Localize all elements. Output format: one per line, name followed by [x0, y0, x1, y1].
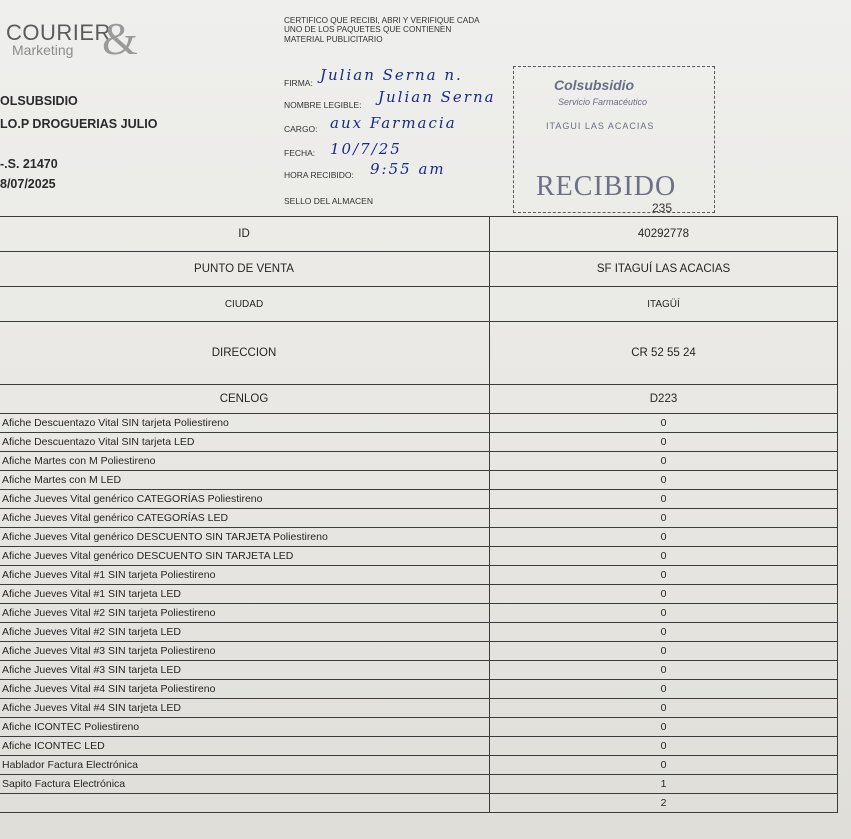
- item-name: Afiche Jueves Vital #1 SIN tarjeta Poliestireno: [0, 566, 490, 585]
- item-row: [0, 452, 838, 471]
- item-name: Hablador Factura Electrónica: [0, 756, 490, 775]
- fecha-label: FECHA:: [284, 148, 316, 158]
- item-quantity: 0: [490, 585, 838, 604]
- item-row: [0, 737, 838, 756]
- item-quantity: 0: [490, 547, 838, 566]
- item-row: [0, 794, 838, 813]
- item-quantity: 0: [490, 642, 838, 661]
- item-row: [0, 490, 838, 509]
- item-name: Afiche Jueves Vital #2 SIN tarjeta LED: [0, 623, 490, 642]
- item-name: Afiche Jueves Vital genérico DESCUENTO SIN TARJETA LED: [0, 547, 490, 566]
- item-row: [0, 699, 838, 718]
- sello-label: SELLO DEL ALMACEN: [284, 196, 373, 206]
- item-quantity: 0: [490, 414, 838, 433]
- courier-marketing-logo: [4, 13, 144, 68]
- item-name: [0, 794, 490, 813]
- item-name: Afiche Jueves Vital genérico CATEGORÍAS Poliestireno: [0, 490, 490, 509]
- row-id: [0, 217, 838, 252]
- item-row: [0, 528, 838, 547]
- item-row: [0, 680, 838, 699]
- branch-name: LO.P DROGUERIAS JULIO: [0, 117, 158, 131]
- item-name: Afiche Martes con M LED: [0, 471, 490, 490]
- hora-value: 9:55 am: [370, 160, 446, 178]
- shipment-number: -.S. 21470: [0, 157, 58, 171]
- nombre-value: Julian Serna: [378, 88, 496, 106]
- item-name: Afiche ICONTEC LED: [0, 737, 490, 756]
- fecha-value: 10/7/25: [330, 140, 402, 158]
- item-name: Afiche Jueves Vital #2 SIN tarjeta Poliestireno: [0, 604, 490, 623]
- direccion-value: CR 52 55 24: [490, 322, 838, 385]
- item-row: [0, 756, 838, 775]
- item-quantity: 0: [490, 452, 838, 471]
- item-quantity: 0: [490, 490, 838, 509]
- logo-marketing-text: Marketing: [12, 42, 74, 58]
- cenlog-label: CENLOG: [0, 385, 490, 414]
- item-name: Afiche Jueves Vital #3 SIN tarjeta LED: [0, 661, 490, 680]
- stamp-location: ITAGUI LAS ACACIAS: [546, 121, 655, 131]
- item-quantity: 1: [490, 775, 838, 794]
- item-quantity: 0: [490, 528, 838, 547]
- item-quantity: 0: [490, 756, 838, 775]
- item-row: [0, 433, 838, 452]
- item-quantity: 0: [490, 604, 838, 623]
- company-name: OLSUBSIDIO: [0, 94, 78, 108]
- direccion-label: DIRECCION: [0, 322, 490, 385]
- reception-stamp: [513, 66, 715, 213]
- item-name: Afiche Descuentazo Vital SIN tarjeta Poliestireno: [0, 414, 490, 433]
- item-quantity: 0: [490, 737, 838, 756]
- item-row: [0, 775, 838, 794]
- item-name: Afiche Jueves Vital #1 SIN tarjeta LED: [0, 585, 490, 604]
- item-name: Afiche Descuentazo Vital SIN tarjeta LED: [0, 433, 490, 452]
- item-quantity: 2: [490, 794, 838, 813]
- row-ciudad: [0, 287, 838, 322]
- item-name: Afiche ICONTEC Poliestireno: [0, 718, 490, 737]
- item-row: [0, 623, 838, 642]
- ciudad-value: ITAGÜÍ: [490, 287, 838, 322]
- item-quantity: 0: [490, 433, 838, 452]
- stamp-number: 235: [652, 201, 673, 215]
- document-date: 8/07/2025: [0, 177, 56, 191]
- item-row: [0, 718, 838, 737]
- nombre-label: NOMBRE LEGIBLE:: [284, 100, 362, 110]
- item-row: [0, 604, 838, 623]
- logo-courier-text: COURIER: [6, 20, 111, 45]
- item-name: Afiche Jueves Vital genérico DESCUENTO SIN TARJETA Poliestireno: [0, 528, 490, 547]
- row-direccion: [0, 322, 838, 385]
- item-quantity: 0: [490, 623, 838, 642]
- cargo-value: aux Farmacia: [330, 114, 457, 132]
- pv-value: SF ITAGUÍ LAS ACACIAS: [490, 252, 838, 287]
- item-quantity: 0: [490, 566, 838, 585]
- item-name: Afiche Jueves Vital #3 SIN tarjeta Poliestireno: [0, 642, 490, 661]
- ciudad-label: CIUDAD: [0, 287, 490, 322]
- delivery-table: [0, 216, 838, 813]
- item-quantity: 0: [490, 699, 838, 718]
- cargo-label: CARGO:: [284, 124, 318, 134]
- certification-text: CERTIFICO QUE RECIBI, ABRI Y VERIFIQUE CADA UNO DE LOS PAQUETES QUE CONTIENEN MATERIAL PUBLICITARIO: [284, 16, 480, 44]
- id-value: 40292778: [490, 217, 838, 252]
- item-name: Afiche Martes con M Poliestireno: [0, 452, 490, 471]
- item-row: [0, 661, 838, 680]
- item-row: [0, 642, 838, 661]
- stamp-brand: Colsubsidio: [554, 77, 635, 93]
- pv-label: PUNTO DE VENTA: [0, 252, 490, 287]
- row-punto-de-venta: [0, 252, 838, 287]
- item-row: [0, 547, 838, 566]
- item-row: [0, 471, 838, 490]
- item-name: Sapito Factura Electrónica: [0, 775, 490, 794]
- item-quantity: 0: [490, 661, 838, 680]
- item-quantity: 0: [490, 680, 838, 699]
- item-name: Afiche Jueves Vital #4 SIN tarjeta Poliestireno: [0, 680, 490, 699]
- cenlog-value: D223: [490, 385, 838, 414]
- logo-ampersand: &: [102, 13, 138, 64]
- item-quantity: 0: [490, 509, 838, 528]
- id-label: ID: [0, 217, 490, 252]
- stamp-recibido: RECIBIDO: [536, 171, 677, 202]
- item-quantity: 0: [490, 471, 838, 490]
- item-name: Afiche Jueves Vital #4 SIN tarjeta LED: [0, 699, 490, 718]
- item-row: [0, 414, 838, 433]
- row-cenlog: [0, 385, 838, 414]
- item-row: [0, 585, 838, 604]
- item-row: [0, 509, 838, 528]
- stamp-subtitle: Servicio Farmacéutico: [558, 97, 648, 107]
- item-name: Afiche Jueves Vital genérico CATEGORÍAS LED: [0, 509, 490, 528]
- firma-signature: Julian Serna n.: [320, 66, 463, 84]
- item-quantity: 0: [490, 718, 838, 737]
- item-row: [0, 566, 838, 585]
- hora-label: HORA RECIBIDO:: [284, 170, 354, 180]
- firma-label: FIRMA:: [284, 78, 313, 88]
